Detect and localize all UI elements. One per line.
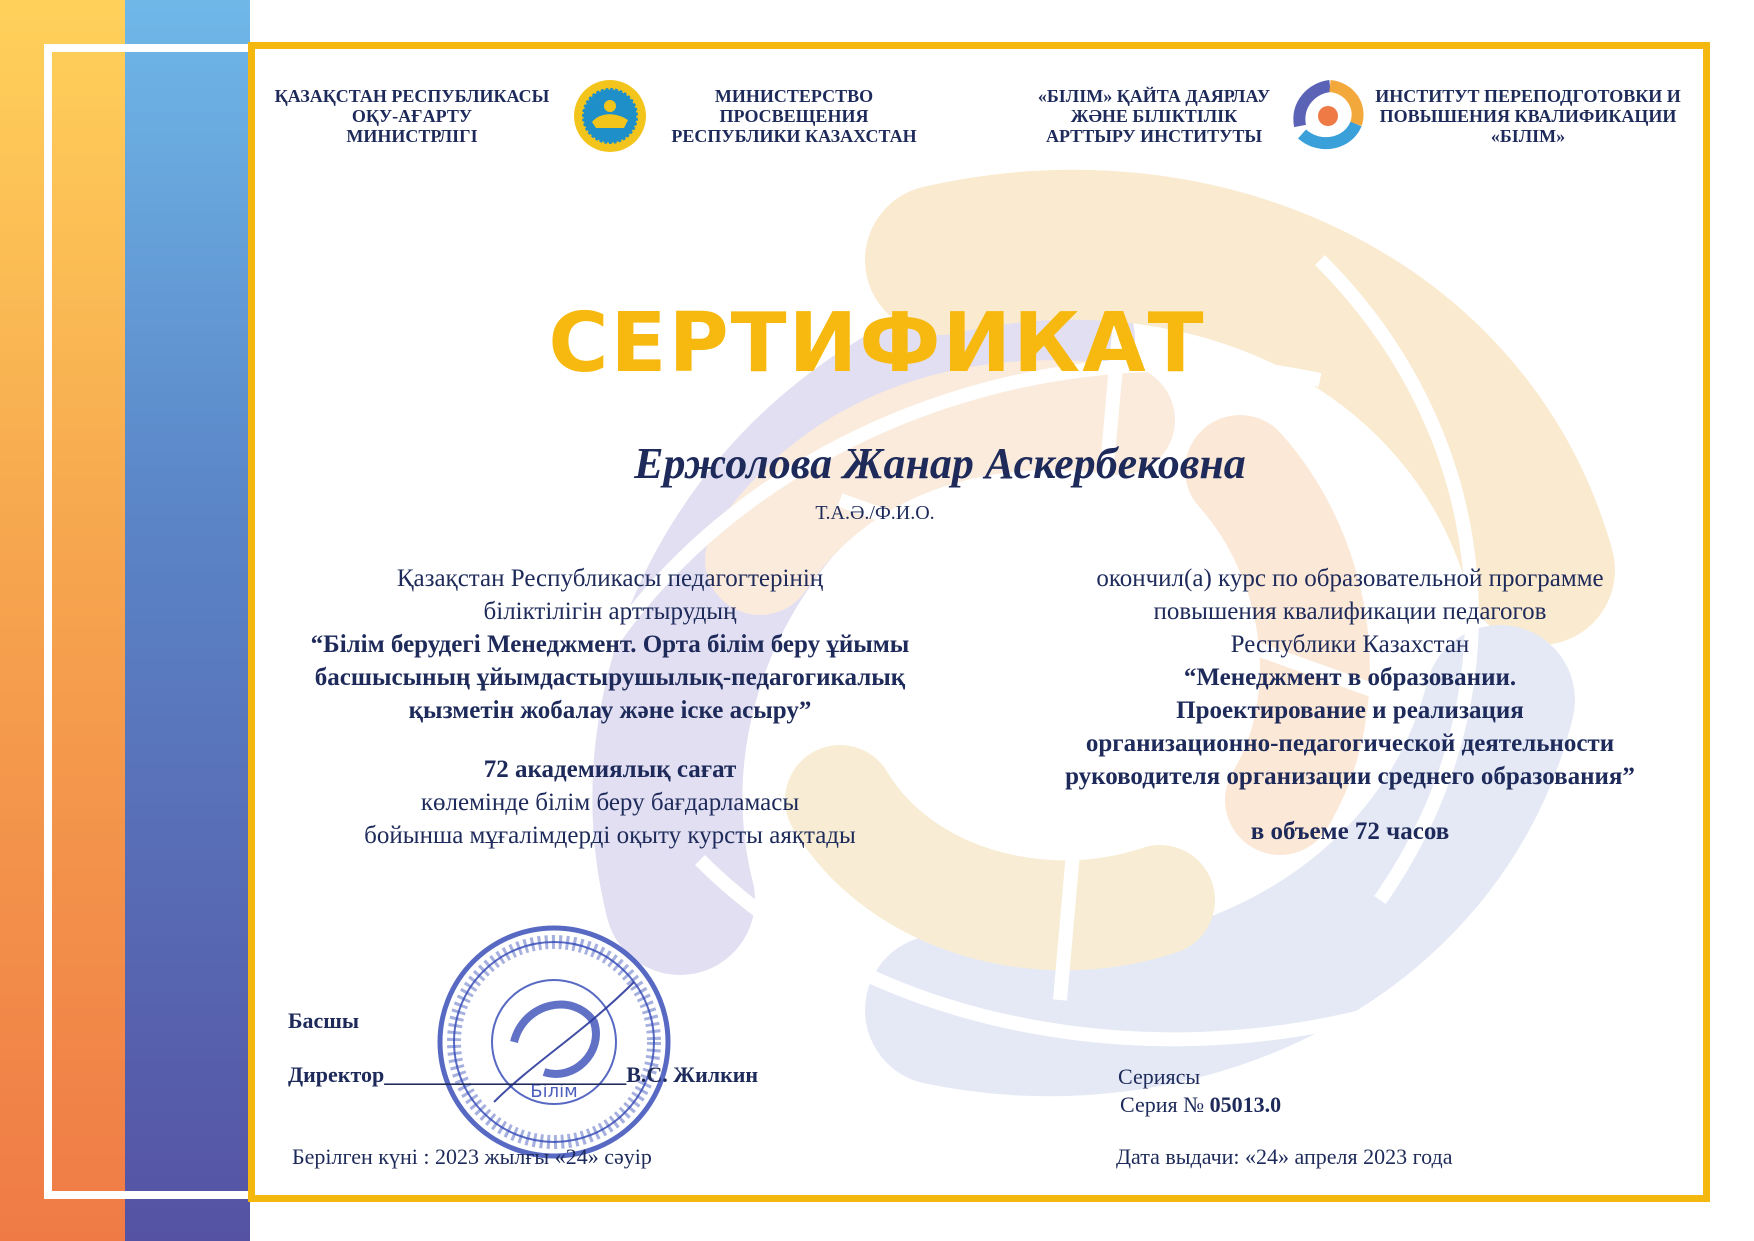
ministry-ru-line-1: МИНИСТЕРСТВО bbox=[714, 86, 874, 106]
left-program-line-2: басшысының ұйымдастырушылық-педагогикалық bbox=[314, 664, 906, 691]
series-label-ru: Серия № bbox=[1120, 1092, 1205, 1117]
left-program-line-3: қызметін жобалау және іске асыру” bbox=[408, 697, 812, 724]
institute-kz-line-2: ЖӘНЕ БІЛІКТІЛІК bbox=[1070, 106, 1238, 126]
ministry-kz-line-1: ҚАЗАҚСТАН РЕСПУБЛИКАСЫ bbox=[274, 86, 550, 106]
bilim-institute-logo-icon bbox=[1290, 78, 1366, 154]
director-name: В.С. Жилкин bbox=[626, 1062, 759, 1087]
institute-kz-line-3: АРТТЫРУ ИНСТИТУТЫ bbox=[1045, 126, 1263, 146]
right-hours: в объеме 72 часов bbox=[1250, 818, 1450, 845]
recipient-name-caption: Т.А.Ә./Ф.И.О. bbox=[815, 502, 935, 524]
right-intro-line-3: Республики Казахстан bbox=[1230, 631, 1470, 658]
left-hours: 72 академиялық сағат bbox=[483, 756, 737, 783]
official-stamp bbox=[434, 922, 674, 1162]
right-program-line-1: “Менеджмент в образовании. bbox=[1183, 664, 1517, 691]
ministry-ru-title bbox=[654, 86, 934, 146]
issue-date-kz: Берілген күні : 2023 жылғы «24» сәуір bbox=[292, 1144, 652, 1169]
institute-ru-title bbox=[1368, 86, 1688, 146]
left-outro-line-2: бойынша мұғалімдерді оқыту курсты аяқтады bbox=[364, 822, 856, 849]
left-text-block bbox=[240, 562, 980, 852]
right-intro-line-1: окончил(а) курс по образовательной программе bbox=[1096, 565, 1604, 592]
ministry-kz-line-2: ОҚУ-АҒАРТУ bbox=[351, 106, 473, 126]
certificate-title: СЕРТИФИКАТ bbox=[548, 296, 1206, 391]
series-number: 05013.0 bbox=[1209, 1092, 1282, 1117]
right-program-line-3: организационно-педагогической деятельности bbox=[1085, 730, 1615, 757]
right-text-block bbox=[990, 562, 1710, 848]
left-intro-line-2: біліктілігін арттырудың bbox=[483, 598, 737, 625]
issue-date-ru: Дата выдачи: «24» апреля 2023 года bbox=[1116, 1144, 1453, 1169]
head-label-kz: Басшы bbox=[288, 1008, 360, 1033]
institute-kz-line-1: «БІЛІМ» ҚАЙТА ДАЯРЛАУ bbox=[1037, 86, 1271, 106]
recipient-name: Ержолова Жанар Аскербековна bbox=[634, 439, 1246, 488]
left-outro-line-1: көлемінде білім беру бағдарламасы bbox=[420, 789, 800, 816]
institute-kz-title bbox=[1024, 86, 1284, 146]
ministry-kz-title bbox=[262, 86, 562, 146]
right-program-line-2: Проектирование и реализация bbox=[1176, 697, 1524, 724]
series-line bbox=[1120, 1092, 1281, 1118]
left-program-line-1: “Білім берудегі Менеджмент. Орта білім беру ұйымы bbox=[310, 631, 910, 658]
ministry-ru-line-3: РЕСПУБЛИКИ КАЗАХСТАН bbox=[671, 126, 917, 146]
right-program-line-4: руководителя организации среднего образования” bbox=[1065, 763, 1635, 790]
series-label-kz: Сериясы bbox=[1118, 1064, 1201, 1089]
ministry-kz-line-3: МИНИСТРЛІГІ bbox=[346, 126, 478, 146]
institute-ru-line-2: ПОВЫШЕНИЯ КВАЛИФИКАЦИИ bbox=[1379, 106, 1677, 126]
director-signature-line bbox=[288, 1062, 758, 1088]
head-label-ru: Директор bbox=[288, 1062, 385, 1087]
institute-ru-line-1: ИНСТИТУТ ПЕРЕПОДГОТОВКИ И bbox=[1375, 86, 1681, 106]
left-intro-line-1: Қазақстан Республикасы педагогтерінің bbox=[396, 565, 824, 592]
ministry-ru-line-2: ПРОСВЕЩЕНИЯ bbox=[719, 106, 869, 126]
signature-underline: ______________________ bbox=[384, 1062, 627, 1087]
right-intro-line-2: повышения квалификации педагогов bbox=[1153, 598, 1547, 625]
kazakhstan-emblem-icon bbox=[572, 78, 648, 154]
stamp-center-text: Білім bbox=[530, 1081, 578, 1102]
institute-ru-line-3: «БІЛІМ» bbox=[1490, 126, 1566, 146]
